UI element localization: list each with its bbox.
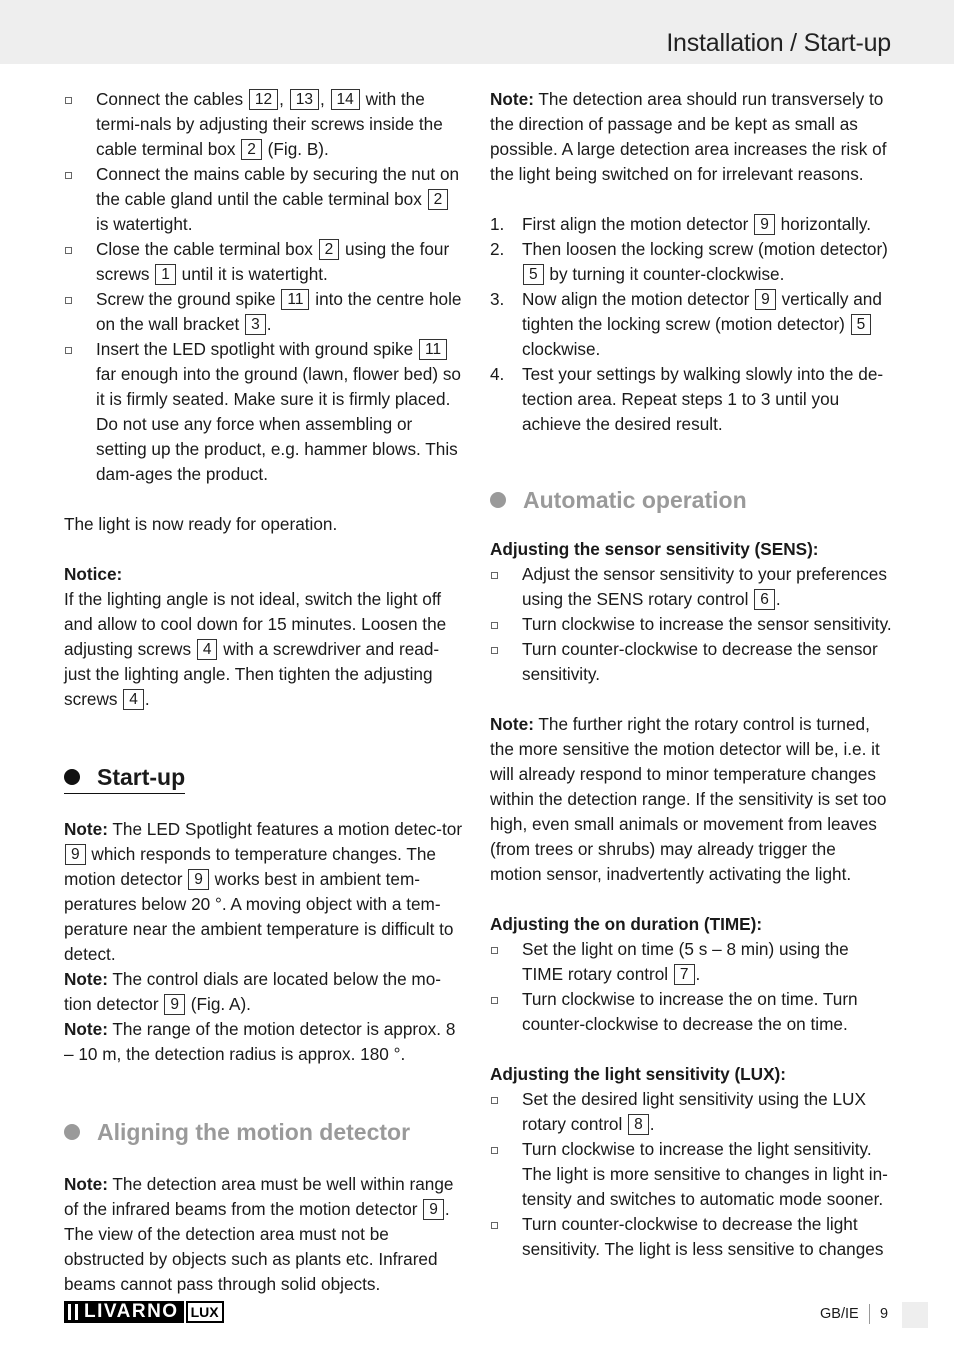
startup-note-2: Note: The control dials are located below the mo-tion detector 9 (Fig. A). <box>64 969 442 1014</box>
startup-heading: Start-up <box>64 762 185 794</box>
startup-note-1: Note: The LED Spotlight features a motion detec-tor 9 which responds to temperature changes. The motion detector 9 works best in ambient tem-peratures below 20 °. A moving object with a tem-perature near the ambient temperature is difficult to detect. <box>64 819 463 964</box>
page-tab-marker <box>902 1302 928 1328</box>
part-reference-number: 2 <box>241 139 262 160</box>
sens-list <box>490 562 892 687</box>
sens-note: Note: The further right the rotary control is turned, the more sensitive the motion detector will be, i.e. it will already respond to minor temperature changes within the detection range. If the sensitivity is set too high, even small animals or movement from leaves (from trees or shrubs) may already trigger the motion sensor, inadvertently activating the light. <box>490 714 887 884</box>
part-reference-number: 1 <box>155 264 176 285</box>
page-number: 9 <box>880 1306 889 1322</box>
right-column <box>490 87 892 1262</box>
aligning-note: Note: The detection area must be well within range of the infrared beams from the motion detector 9 . The view of the detection area must not be obstructed by objects such as plants etc. Infrared beams cannot pass through solid objects. <box>64 1174 454 1294</box>
sens-subheading: Adjusting the sensor sensitivity (SENS): <box>490 539 819 559</box>
list-item: Set the desired light sensitivity using the LUX rotary control 8 . <box>490 1087 892 1137</box>
bullet-dot-icon <box>64 769 80 785</box>
notice-text: If the lighting angle is not ideal, switch the light off and allow to cool down for 15 minutes. Loosen the adjusting screws 4 with a screwdriver and read-just the lighting angle. Then tighten the adjusting screws 4 . <box>64 589 447 709</box>
alignment-steps-list <box>490 212 892 437</box>
bullet-dot-icon <box>490 492 506 508</box>
part-reference-number: 2 <box>428 189 449 210</box>
automatic-operation-heading: Automatic operation <box>490 485 892 515</box>
part-reference-number: 7 <box>674 964 695 985</box>
part-reference-number: 11 <box>419 339 447 360</box>
part-reference-number: 11 <box>281 289 309 310</box>
aligning-heading: Aligning the motion detector <box>64 1117 464 1147</box>
step-number: 4. <box>490 364 505 384</box>
part-reference-number: 9 <box>65 844 86 865</box>
notice-label: Notice: <box>64 564 123 584</box>
list-item: Connect the cables 12 , 13 , 14 with the termi-nals by adjusting their screws inside the cable terminal box 2 (Fig. B). <box>64 87 464 162</box>
installation-steps-list <box>64 87 464 487</box>
part-reference-number: 4 <box>197 639 218 660</box>
part-reference-number: 4 <box>123 689 144 710</box>
list-item: Turn clockwise to increase the sensor sensitivity. <box>490 612 892 637</box>
part-reference-number: 12 <box>249 89 278 110</box>
list-item: Adjust the sensor sensitivity to your preferences using the SENS rotary control 6 . <box>490 562 892 612</box>
list-item: Turn clockwise to increase the on time. Turn counter-clockwise to decrease the on time. <box>490 987 892 1037</box>
time-list <box>490 937 892 1037</box>
numbered-step: 1. First align the motion detector 9 horizontally. <box>490 212 892 237</box>
list-item: Screw the ground spike 11 into the centre hole on the wall bracket 3 . <box>64 287 464 337</box>
logo-mark-icon <box>68 1304 78 1320</box>
ready-text: The light is now ready for operation. <box>64 514 338 534</box>
part-reference-number: 5 <box>851 314 872 335</box>
list-item: Turn counter-clockwise to decrease the sensor sensitivity. <box>490 637 892 687</box>
list-item: Turn clockwise to increase the light sensitivity. The light is more sensitive to changes in light in-tensity and switches to automatic mode sooner. <box>490 1137 892 1212</box>
part-reference-number: 9 <box>423 1199 444 1220</box>
part-reference-number: 5 <box>523 264 544 285</box>
lux-subheading: Adjusting the light sensitivity (LUX): <box>490 1064 787 1084</box>
language-code: GB/IE <box>820 1306 859 1322</box>
list-item: Connect the mains cable by securing the nut on the cable gland until the cable terminal box 2 is watertight. <box>64 162 464 237</box>
part-reference-number: 8 <box>628 1114 649 1135</box>
part-reference-number: 9 <box>164 994 185 1015</box>
numbered-step: 4. Test your settings by walking slowly into the de-tection area. Repeat steps 1 to 3 until you achieve the desired result. <box>490 364 884 434</box>
time-subheading: Adjusting the on duration (TIME): <box>490 914 763 934</box>
livarno-lux-logo: LIVARNO LUX <box>64 1301 224 1323</box>
part-reference-number: 14 <box>331 89 360 110</box>
footer-divider <box>869 1304 870 1324</box>
step-number: 2. <box>490 239 505 259</box>
list-item: Set the light on time (5 s – 8 min) using the TIME rotary control 7 . <box>490 937 892 987</box>
part-reference-number: 9 <box>755 289 776 310</box>
list-item: Turn counter-clockwise to decrease the light sensitivity. The light is less sensitive to changes <box>490 1212 892 1262</box>
part-reference-number: 6 <box>754 589 775 610</box>
list-item: Insert the LED spotlight with ground spike 11 far enough into the ground (lawn, flower bed) so it is firmly seated. Make sure it is firmly placed. Do not use any force when assembling or setting up the product, e.g. hammer blows. This dam-ages the product. <box>64 337 464 487</box>
list-item: Close the cable terminal box 2 using the four screws 1 until it is watertight. <box>64 237 464 287</box>
step-number: 1. <box>490 214 505 234</box>
left-column <box>64 87 464 1297</box>
startup-note-3: Note: The range of the motion detector is approx. 8 – 10 m, the detection radius is approx. 180 °. <box>64 1019 456 1064</box>
part-reference-number: 9 <box>754 214 775 235</box>
numbered-step: 2. Then loosen the locking screw (motion detector) 5 by turning it counter-clockwise. <box>490 239 888 284</box>
bullet-dot-icon <box>64 1124 80 1140</box>
part-reference-number: 9 <box>188 869 209 890</box>
page-title: Installation / Start-up <box>666 29 891 57</box>
lux-list <box>490 1087 892 1262</box>
part-reference-number: 2 <box>319 239 340 260</box>
part-reference-number: 3 <box>245 314 266 335</box>
transverse-note: Note: The detection area should run transversely to the direction of passage and be kept as small as possible. A large detection area increases the risk of the light being switched on for irrelevant reasons. <box>490 89 887 184</box>
part-reference-number: 13 <box>290 89 319 110</box>
step-number: 3. <box>490 289 505 309</box>
numbered-step: 3. Now align the motion detector 9 vertically and tighten the locking screw (motion detector) 5 clockwise. <box>490 289 882 359</box>
